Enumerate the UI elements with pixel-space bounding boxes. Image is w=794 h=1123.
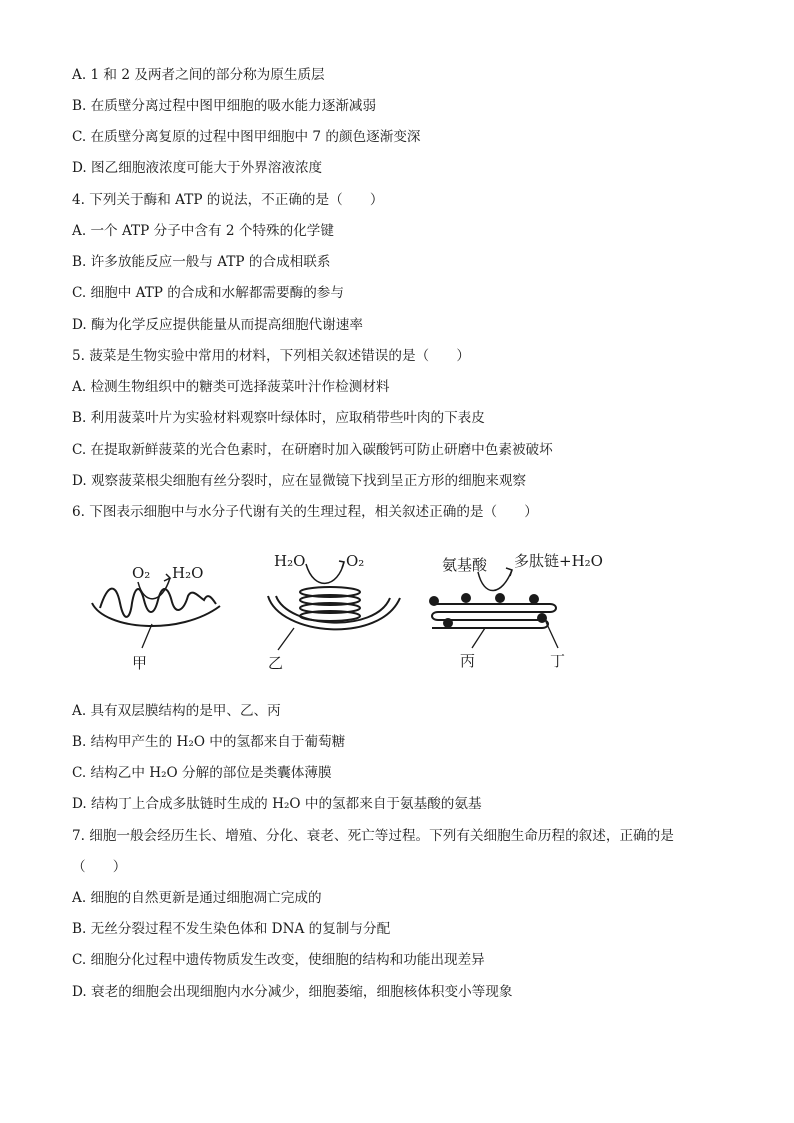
chloroplast-reaction-arrow [306,562,344,583]
q3-option-d: D. 图乙细胞液浓度可能大于外界溶液浓度 [72,160,323,176]
q6-stem: 6. 下图表示细胞中与水分子代谢有关的生理过程，相关叙述正确的是（ ） [72,504,538,520]
q5-stem: 5. 菠菜是生物实验中常用的材料，下列相关叙述错误的是（ ） [72,348,470,364]
ribosomes [429,593,547,628]
q6-option-b: B. 结构甲产生的 H₂O 中的氢都来自于葡萄糖 [72,734,346,750]
label-ding: 丁 [550,652,566,670]
q6-option-c: C. 结构乙中 H₂O 分解的部位是类囊体薄膜 [72,765,332,781]
mitochondrion-pointer [142,624,152,648]
chloroplast-pointer [278,628,294,650]
q4-option-a: A. 一个 ATP 分子中含有 2 个特殊的化学键 [72,223,334,239]
ribosome [537,613,547,623]
q4-option-b: B. 许多放能反应一般与 ATP 的合成相联系 [72,254,331,270]
label-polypeptide: 多肽链+H₂O [514,552,603,570]
q7-option-d: D. 衰老的细胞会出现细胞内水分减少，细胞萎缩，细胞核体积变小等现象 [72,984,513,1000]
er-pointer [472,628,485,648]
er-arrow-head [506,568,512,576]
ribosome [495,593,505,603]
chloroplast-figure [268,561,400,650]
ribosome [443,618,453,628]
ribosome [429,596,439,606]
ribosome [529,594,539,604]
label-jia: 甲 [132,654,148,672]
label-bing: 丙 [460,652,476,670]
q7-option-c: C. 细胞分化过程中遗传物质发生改变，使细胞的结构和功能出现差异 [72,952,485,968]
organelle-diagram [80,548,640,678]
label-o2-in: O₂ [132,564,151,582]
q4-option-d: D. 酶为化学反应提供能量从而提高细胞代谢速率 [72,317,363,333]
q3-option-c: C. 在质壁分离复原的过程中图甲细胞中 7 的颜色逐渐变深 [72,129,421,145]
label-h2o-out: H₂O [172,564,204,582]
label-amino-acid: 氨基酸 [442,556,488,574]
q4-option-c: C. 细胞中 ATP 的合成和水解都需要酶的参与 [72,285,344,301]
q5-option-c: C. 在提取新鲜菠菜的光合色素时，在研磨时加入碳酸钙可防止研磨中色素被破坏 [72,442,553,458]
q7-stem: 7. 细胞一般会经历生长、增殖、分化、衰老、死亡等过程。下列有关细胞生命历程的叙述，正确的是 [72,828,674,844]
q3-option-b: B. 在质壁分离过程中图甲细胞的吸水能力逐渐减弱 [72,98,377,114]
label-h2o-in: H₂O [274,552,306,570]
q7-stem-bracket: （ ） [72,859,127,875]
ribosome-pointer [546,622,558,648]
organelle-diagram-svg [80,548,640,678]
q5-option-b: B. 利用菠菜叶片为实验材料观察叶绿体时，应取稍带些叶肉的下表皮 [72,410,485,426]
q7-option-b: B. 无丝分裂过程不发生染色体和 DNA 的复制与分配 [72,921,391,937]
q4-stem: 4. 下列关于酶和 ATP 的说法，不正确的是（ ） [72,192,384,208]
chloroplast-inner-membrane [276,596,390,623]
ribosome [461,593,471,603]
q5-option-d: D. 观察菠菜根尖细胞有丝分裂时，应在显微镜下找到呈正方形的细胞来观察 [72,473,527,489]
q6-option-d: D. 结构丁上合成多肽链时生成的 H₂O 中的氢都来自于氨基酸的氨基 [72,796,482,812]
label-o2-out: O₂ [346,552,365,570]
rough-er-figure [432,568,558,648]
mitochondrion-figure [92,574,220,648]
label-yi: 乙 [268,654,284,672]
q7-option-a: A. 细胞的自然更新是通过细胞凋亡完成的 [72,890,322,906]
mitochondrion-cristae [100,589,216,617]
q5-option-a: A. 检测生物组织中的糖类可选择菠菜叶汁作检测材料 [72,379,390,395]
q6-option-a: A. 具有双层膜结构的是甲、乙、丙 [72,703,281,719]
q3-option-a: A. 1 和 2 及两者之间的部分称为原生质层 [72,67,325,83]
